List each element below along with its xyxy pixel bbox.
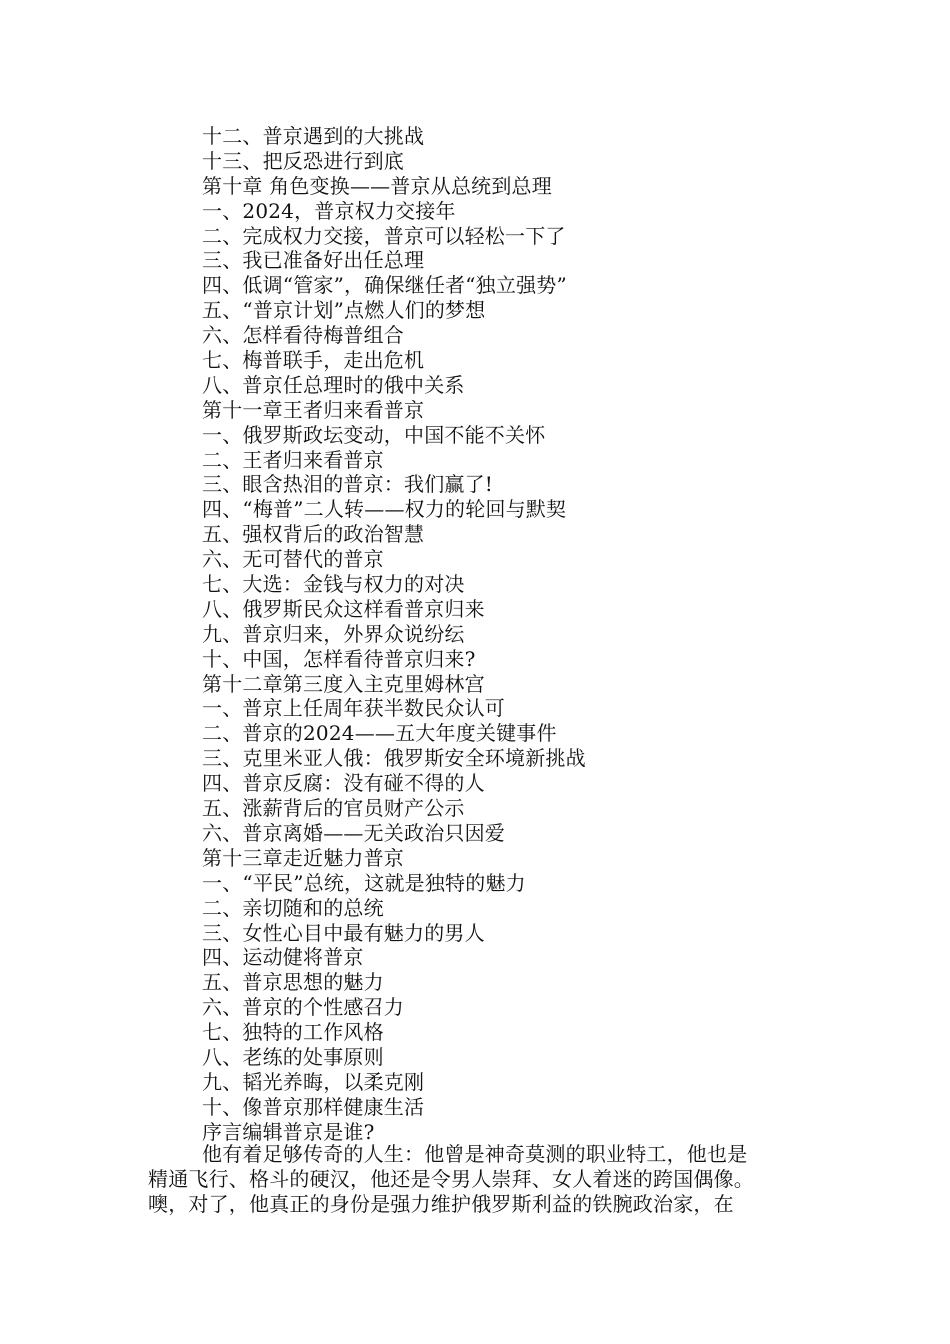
preface-body xyxy=(148,1142,818,1217)
toc-item: 十二、普京遇到的大挑战 xyxy=(202,124,425,148)
toc-item: 三、眼含热泪的普京：我们赢了! xyxy=(202,472,494,497)
toc-item: 四、“梅普”二人转——权力的轮回与默契 xyxy=(202,497,567,522)
toc-item: 二、完成权力交接，普京可以轻松一下了 xyxy=(202,223,566,248)
table-of-contents xyxy=(202,124,902,1145)
toc-item: 七、梅普联手，走出危机 xyxy=(202,348,425,373)
preface-line: 噢，对了，他真正的身份是强力维护俄罗斯利益的铁腕政治家，在 xyxy=(148,1191,734,1216)
toc-item: 十、中国，怎样看待普京归来? xyxy=(202,646,476,671)
toc-item: 三、女性心目中最有魅力的男人 xyxy=(202,920,485,945)
toc-item: 九、韬光养晦，以柔克刚 xyxy=(202,1069,425,1094)
toc-item: 九、普京归来，外界众说纷纭 xyxy=(202,621,465,646)
toc-item: 一、俄罗斯政坛变动，中国不能不关怀 xyxy=(202,422,546,447)
toc-item: 八、老练的处事原则 xyxy=(202,1044,384,1069)
toc-chapter-heading: 第十一章王者归来看普京 xyxy=(202,397,425,422)
toc-chapter-heading: 第十三章走近魅力普京 xyxy=(202,845,404,870)
toc-item: 十、像普京那样健康生活 xyxy=(202,1094,425,1119)
toc-item: 八、普京任总理时的俄中关系 xyxy=(202,372,465,397)
toc-item: 一、2024，普京权力交接年 xyxy=(202,198,456,223)
toc-item: 六、普京离婚——无关政治只因爱 xyxy=(202,820,505,845)
toc-item: 六、普京的个性感召力 xyxy=(202,995,404,1020)
toc-item: 五、强权背后的政治智慧 xyxy=(202,522,425,547)
toc-item: 五、普京思想的魅力 xyxy=(202,970,384,995)
toc-item: 十三、把反恐进行到底 xyxy=(202,148,404,173)
toc-item: 七、独特的工作风格 xyxy=(202,1020,384,1045)
toc-item: 三、克里米亚人俄：俄罗斯安全环境新挑战 xyxy=(202,746,586,771)
preface-line: 精通飞行、格斗的硬汉，他还是令男人崇拜、女人着迷的跨国偶像。 xyxy=(148,1166,754,1191)
toc-item: 七、大选：金钱与权力的对决 xyxy=(202,572,465,597)
toc-chapter-heading: 第十章 角色变换——普京从总统到总理 xyxy=(202,173,552,198)
toc-item: 五、“普京计划”点燃人们的梦想 xyxy=(202,298,486,323)
toc-item: 六、无可替代的普京 xyxy=(202,547,384,572)
toc-item: 一、普京上任周年获半数民众认可 xyxy=(202,696,505,721)
toc-chapter-heading: 序言编辑普京是谁? xyxy=(202,1119,375,1144)
toc-item: 二、亲切随和的总统 xyxy=(202,895,384,920)
toc-item: 一、“平民”总统，这就是独特的魅力 xyxy=(202,870,526,895)
toc-item: 二、普京的2024——五大年度关键事件 xyxy=(202,721,557,746)
toc-item: 四、普京反腐：没有碰不得的人 xyxy=(202,771,485,796)
toc-chapter-heading: 第十二章第三度入主克里姆林宫 xyxy=(202,671,485,696)
toc-item: 八、俄罗斯民众这样看普京归来 xyxy=(202,596,485,621)
toc-item: 六、怎样看待梅普组合 xyxy=(202,323,404,348)
toc-item: 五、涨薪背后的官员财产公示 xyxy=(202,796,465,821)
preface-line: 他有着足够传奇的人生：他曾是神奇莫测的职业特工，他也是 xyxy=(202,1142,748,1166)
toc-item: 四、低调“管家”，确保继任者“独立强势” xyxy=(202,273,567,298)
toc-item: 四、运动健将普京 xyxy=(202,945,364,970)
toc-item: 三、我已准备好出任总理 xyxy=(202,248,425,273)
toc-item: 二、王者归来看普京 xyxy=(202,447,384,472)
